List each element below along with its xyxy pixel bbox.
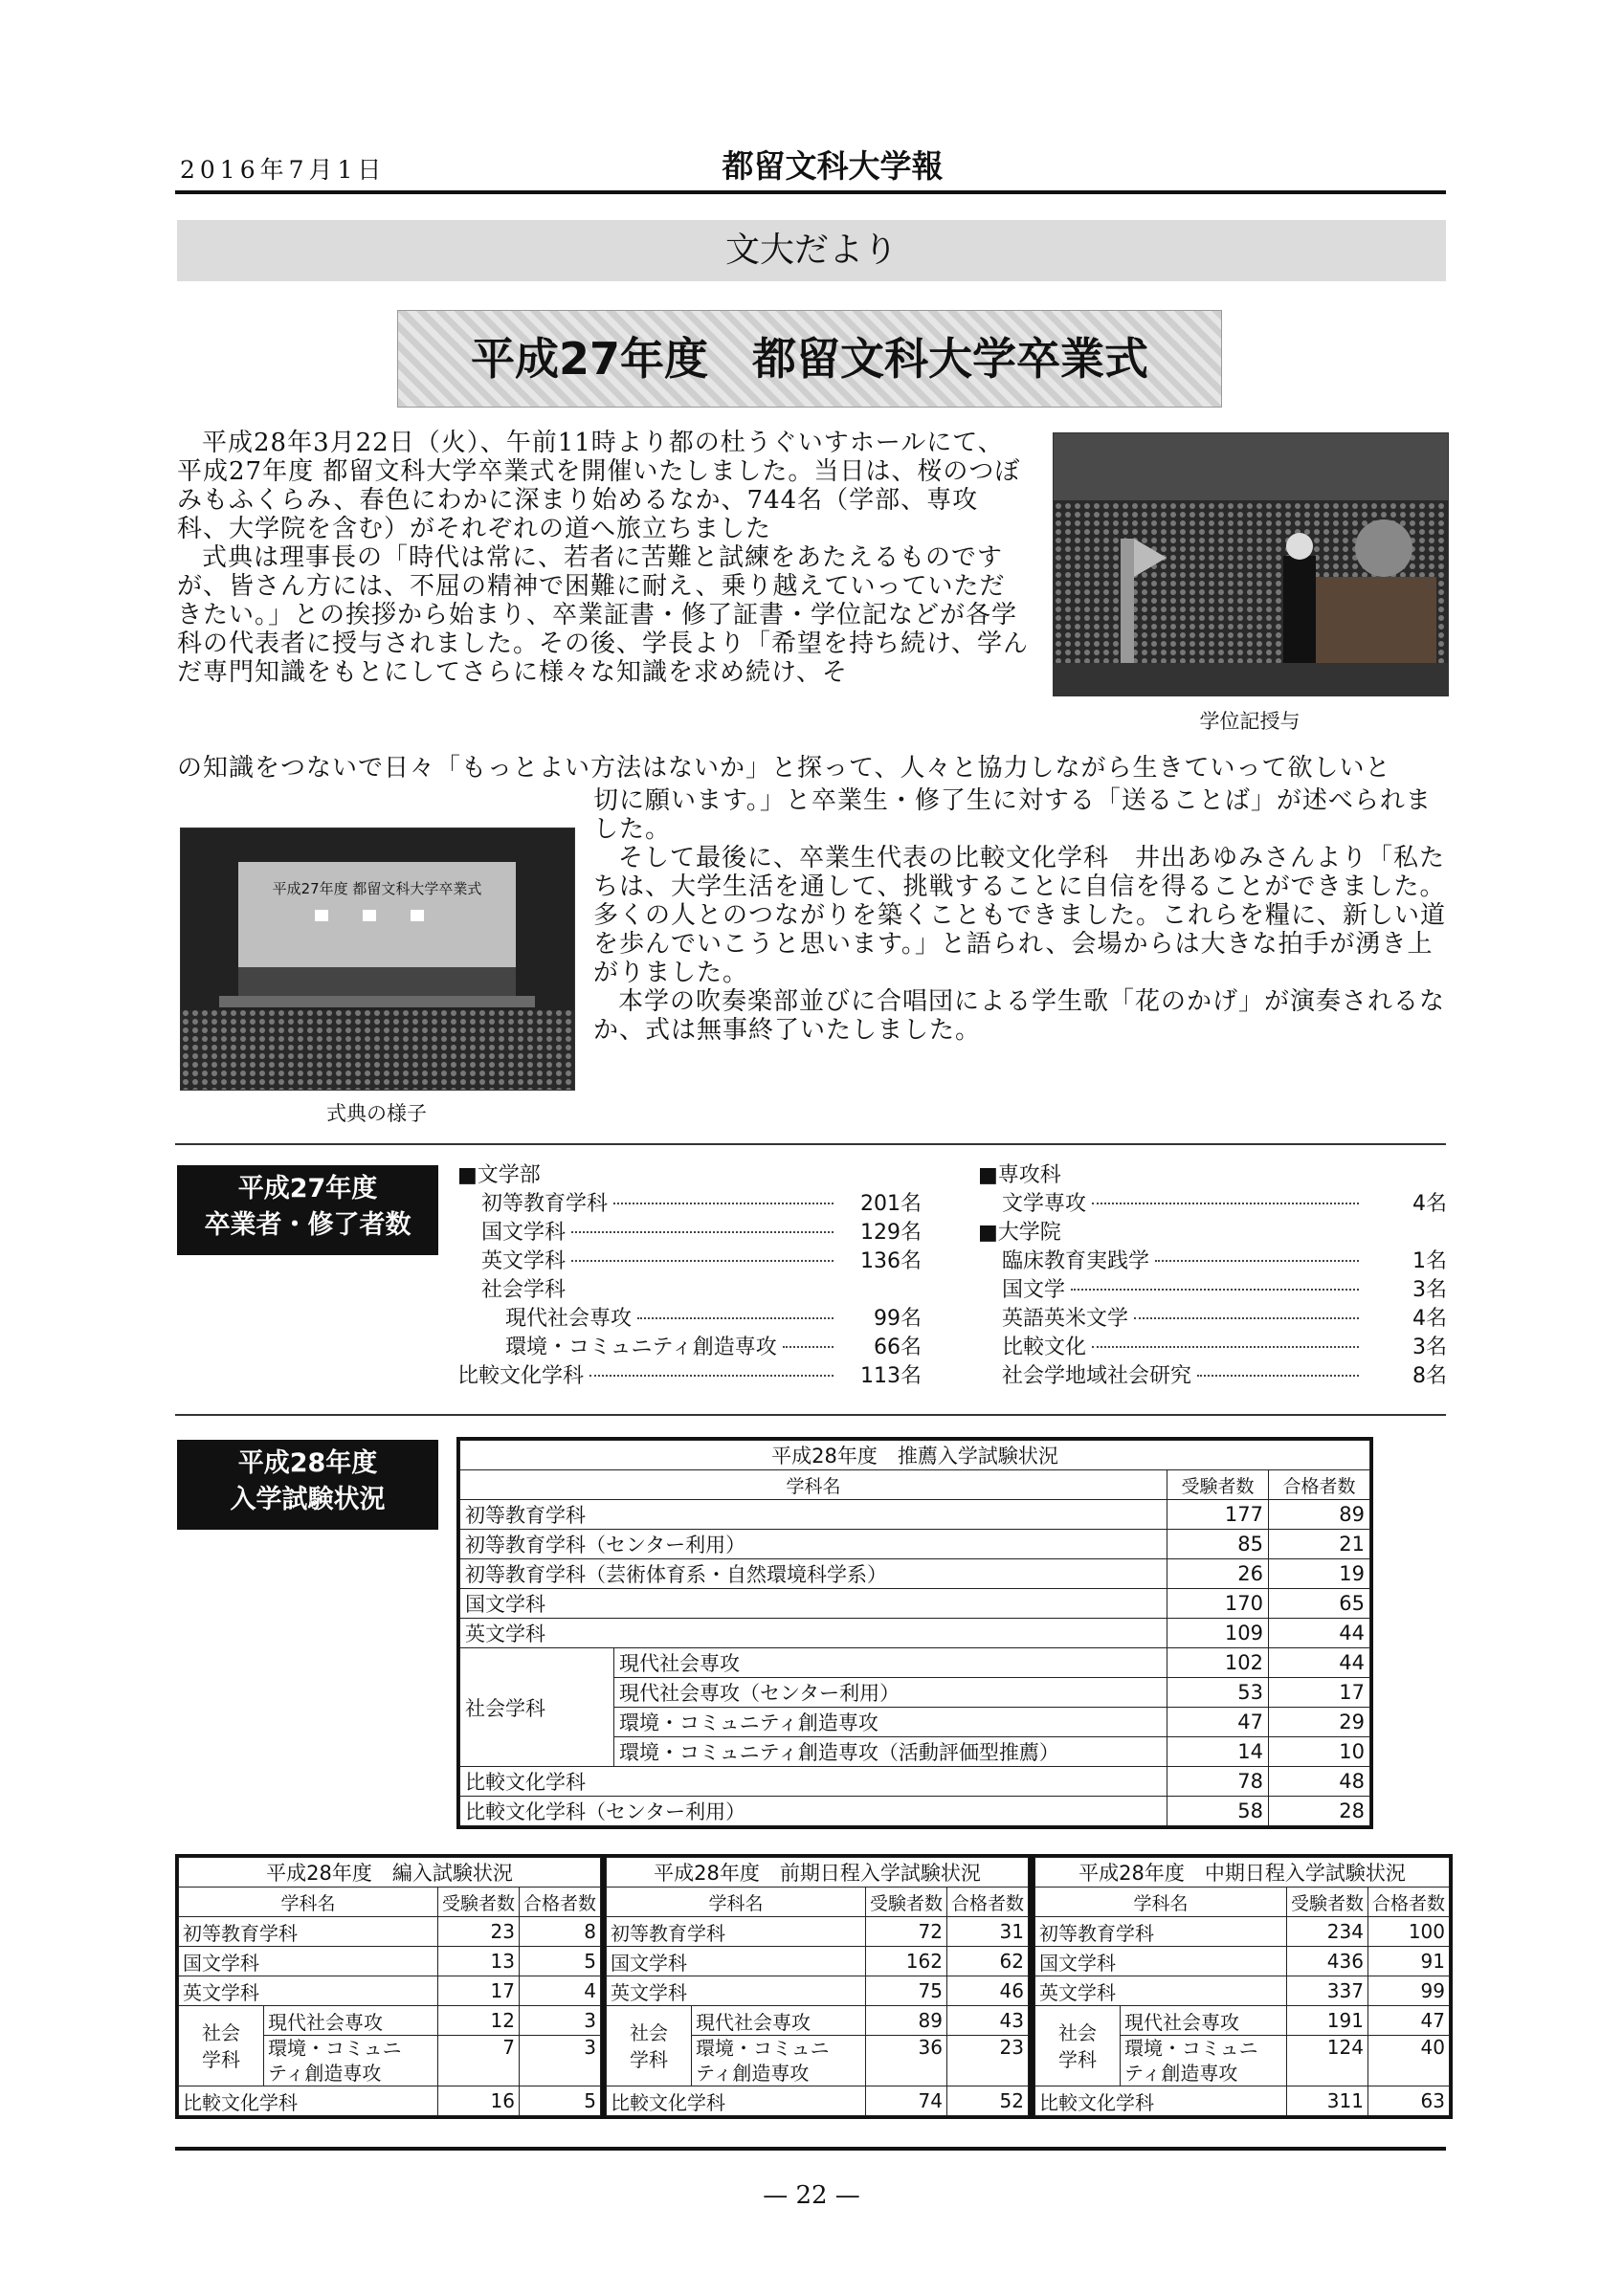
article-paragraph: そして最後に、卒業生代表の比較文化学科 井出あゆみさんより「私たちは、大学生活を通して、挑戦することに自信を得ることができました。多くの人とのつながりを築くこともできました。これらを糧に、新しい道を歩んでいこうと思います。」と語られ、会場からは大きな拍手が湧き上がりました。 bbox=[593, 844, 1447, 987]
graduate-list-item bbox=[457, 1161, 922, 1190]
graduate-count: 3名 bbox=[1412, 1336, 1447, 1359]
dept-name: ■大学院 bbox=[978, 1221, 1061, 1245]
leader-dots bbox=[613, 1203, 834, 1204]
graduates-label bbox=[177, 1165, 438, 1255]
graduate-list-item bbox=[978, 1334, 1447, 1362]
table-row: 比較文化学科 16 5 bbox=[179, 2086, 601, 2116]
graduate-count: 136名 bbox=[860, 1249, 922, 1273]
table-row: 初等教育学科 23 8 bbox=[179, 1917, 601, 1947]
article-paragraph: 平成28年3月22日（火）、午前11時より都の杜うぐいすホールにて、平成27年度 都留文科大学卒業式を開催いたしました。当日は、桜のつぼみもふくらみ、春色にわかに深まり始めるなか、744名（学部、専攻科、大学院を含む）がそれぞれの道へ旅立ちました bbox=[177, 429, 1021, 543]
dept-name: 文学専攻 bbox=[1002, 1192, 1087, 1216]
leader-dots bbox=[1197, 1375, 1359, 1377]
chuki-table bbox=[1032, 1854, 1453, 2119]
leader-dots bbox=[1071, 1289, 1359, 1291]
graduate-list-item bbox=[457, 1190, 922, 1219]
graduate-list-item bbox=[978, 1219, 1447, 1247]
diploma-photo bbox=[1053, 432, 1449, 696]
table-row: 環境・コミュニ ティ創造専攻 36 23 bbox=[607, 2036, 1029, 2086]
exam-label-line: 平成28年度 bbox=[237, 1448, 378, 1478]
dept-name: 比較文化学科 bbox=[457, 1364, 585, 1388]
column-header: 合格者数 bbox=[946, 1888, 1028, 1917]
table-row: 国文学科 170 65 bbox=[460, 1589, 1370, 1619]
graduate-list-item bbox=[978, 1247, 1447, 1276]
dept-name: ■文学部 bbox=[457, 1163, 541, 1187]
table-row: 国文学科 436 91 bbox=[1035, 1947, 1450, 1976]
zenki-table bbox=[603, 1854, 1032, 2119]
issue-date: 2016年7月1日 bbox=[180, 156, 387, 184]
graduate-count: 3名 bbox=[1412, 1278, 1447, 1302]
graduate-count: 4名 bbox=[1412, 1307, 1447, 1331]
dept-name: 社会学地域社会研究 bbox=[1002, 1364, 1192, 1388]
exam-label bbox=[177, 1440, 438, 1530]
leader-dots bbox=[783, 1346, 834, 1348]
article-full-line: の知識をつないで日々「もっとよい方法はないか」と探って、人々と協力しながら生きていって欲しいと bbox=[177, 754, 1391, 783]
dept-name: 国文学 bbox=[1002, 1278, 1066, 1302]
dept-name: 環境・コミュニティ創造専攻 bbox=[505, 1336, 777, 1359]
group-cell: 社会 学科 bbox=[607, 2006, 692, 2086]
column-header: 合格者数 bbox=[1367, 1888, 1449, 1917]
table-row: 英文学科 337 99 bbox=[1035, 1976, 1450, 2006]
column-header: 受験者数 bbox=[1167, 1470, 1269, 1500]
section-divider bbox=[175, 1143, 1446, 1145]
graduate-list-item bbox=[457, 1247, 922, 1276]
column-header: 受験者数 bbox=[1286, 1888, 1367, 1917]
table-row: 比較文化学科 74 52 bbox=[607, 2086, 1029, 2116]
table-row: 初等教育学科 72 31 bbox=[607, 1917, 1029, 1947]
table-row: 環境・コミュニ ティ創造専攻 124 40 bbox=[1035, 2036, 1450, 2086]
table-title: 平成28年度 前期日程入学試験状況 bbox=[607, 1858, 1029, 1888]
stage-banner: 平成27年度 都留文科大学卒業式 bbox=[272, 880, 482, 897]
dept-name: 臨床教育実践学 bbox=[1002, 1249, 1150, 1273]
graduate-count: 66名 bbox=[874, 1336, 922, 1359]
dept-name: 英語英米文学 bbox=[1002, 1307, 1129, 1331]
table-row: 英文学科 109 44 bbox=[460, 1619, 1370, 1648]
graduate-list-item bbox=[457, 1305, 922, 1334]
table-title: 平成28年度 編入試験状況 bbox=[179, 1858, 601, 1888]
footer-rule bbox=[175, 2147, 1446, 2151]
article-body-bottom bbox=[593, 786, 1447, 1131]
graduate-list-item bbox=[978, 1190, 1447, 1219]
table-row: 英文学科 75 46 bbox=[607, 1976, 1029, 2006]
article-paragraph: 本学の吹奏楽部並びに合唱団による学生歌「花のかげ」が演奏されるなか、式は無事終了いたしました。 bbox=[593, 987, 1446, 1045]
article-paragraph: 切に願います。」と卒業生・修了生に対する「送ることば」が述べられました。 bbox=[593, 786, 1432, 844]
dept-name: 比較文化 bbox=[1002, 1336, 1087, 1359]
graduate-list-item bbox=[978, 1276, 1447, 1305]
table-row: 比較文化学科 311 63 bbox=[1035, 2086, 1450, 2116]
exam-label-line: 入学試験状況 bbox=[230, 1485, 386, 1514]
dept-name: 現代社会専攻 bbox=[505, 1307, 633, 1331]
table-row: 社会 学科 現代社会専攻 89 43 bbox=[607, 2006, 1029, 2036]
table-row: 初等教育学科 177 89 bbox=[460, 1500, 1370, 1530]
table-row: 国文学科 162 62 bbox=[607, 1947, 1029, 1976]
table-row: 国文学科 13 5 bbox=[179, 1947, 601, 1976]
graduate-list-item bbox=[457, 1334, 922, 1362]
graduate-count: 99名 bbox=[874, 1307, 922, 1331]
leader-dots bbox=[1155, 1260, 1359, 1262]
graduate-list-item bbox=[457, 1276, 922, 1305]
leader-dots bbox=[1092, 1203, 1359, 1204]
table-row: 環境・コミュニティ創造専攻 47 29 bbox=[460, 1708, 1370, 1737]
graduates-list-left bbox=[457, 1161, 922, 1391]
column-header: 合格者数 bbox=[519, 1888, 600, 1917]
dept-name: 国文学科 bbox=[481, 1221, 567, 1245]
column-header: 受験者数 bbox=[865, 1888, 946, 1917]
table-row: 比較文化学科（センター利用） 58 28 bbox=[460, 1797, 1370, 1826]
graduates-label-line: 卒業者・修了者数 bbox=[204, 1210, 411, 1240]
photo-caption: 学位記授与 bbox=[1199, 710, 1301, 733]
graduates-label-line: 平成27年度 bbox=[237, 1174, 378, 1203]
header-rule bbox=[175, 190, 1446, 194]
article-headline: 平成27年度 都留文科大学卒業式 bbox=[397, 310, 1222, 408]
hennyu-table bbox=[175, 1854, 604, 2119]
column-header: 受験者数 bbox=[437, 1888, 519, 1917]
suisen-table bbox=[456, 1437, 1373, 1829]
graduate-list-item bbox=[978, 1161, 1447, 1190]
table-row: 環境・コミュニティ創造専攻（活動評価型推薦） 14 10 bbox=[460, 1737, 1370, 1767]
graduate-count: 8名 bbox=[1412, 1364, 1447, 1388]
section-title: 文大だより bbox=[177, 220, 1446, 281]
photo-caption: 式典の様子 bbox=[326, 1102, 427, 1125]
group-cell: 社会学科 bbox=[460, 1648, 614, 1767]
column-header: 学科名 bbox=[179, 1888, 438, 1917]
table-row: 初等教育学科（センター利用） 85 21 bbox=[460, 1530, 1370, 1559]
table-row: 初等教育学科（芸術体育系・自然環境科学系） 26 19 bbox=[460, 1559, 1370, 1589]
graduate-list-item bbox=[978, 1305, 1447, 1334]
group-cell: 社会 学科 bbox=[1035, 2006, 1121, 2086]
graduate-list-item bbox=[457, 1362, 922, 1391]
graduate-count: 201名 bbox=[860, 1192, 922, 1216]
group-cell: 社会 学科 bbox=[179, 2006, 264, 2086]
table-title: 平成28年度 推薦入学試験状況 bbox=[460, 1441, 1370, 1470]
table-row: 現代社会専攻（センター利用） 53 17 bbox=[460, 1678, 1370, 1708]
column-header: 学科名 bbox=[460, 1470, 1167, 1500]
graduate-list-item bbox=[457, 1219, 922, 1247]
leader-dots bbox=[589, 1375, 834, 1377]
table-row: 比較文化学科 78 48 bbox=[460, 1767, 1370, 1797]
newspaper-title: 都留文科大学報 bbox=[722, 147, 944, 185]
table-title: 平成28年度 中期日程入学試験状況 bbox=[1035, 1858, 1450, 1888]
column-header: 学科名 bbox=[1035, 1888, 1287, 1917]
dept-name: ■専攻科 bbox=[978, 1163, 1061, 1187]
table-row: 環境・コミュニ ティ創造専攻 7 3 bbox=[179, 2036, 601, 2086]
leader-dots bbox=[571, 1260, 834, 1262]
column-header: 合格者数 bbox=[1269, 1470, 1370, 1500]
dept-name: 初等教育学科 bbox=[481, 1192, 609, 1216]
leader-dots bbox=[1134, 1317, 1359, 1319]
leader-dots bbox=[571, 1231, 834, 1233]
section-divider bbox=[175, 1414, 1446, 1416]
ceremony-photo bbox=[180, 828, 575, 1091]
graduates-list-right bbox=[978, 1161, 1447, 1391]
dept-name: 社会学科 bbox=[481, 1278, 567, 1302]
graduate-count: 1名 bbox=[1412, 1249, 1447, 1273]
article-paragraph: 式典は理事長の「時代は常に、若者に苦難と試練をあたえるものですが、皆さん方には、不屈の精神で困難に耐え、乗り越えていっていただきたい。」との挨拶から始まり、卒業証書・修了証書・学位記などが各学科の代表者に授与されました。その後、学長より「希望を持ち続け、学んだ専門知識をもとにしてさらに様々な知識を求め続け、そ bbox=[177, 543, 1029, 687]
table-row: 英文学科 17 4 bbox=[179, 1976, 601, 2006]
graduate-list-item bbox=[978, 1362, 1447, 1391]
article-body-top bbox=[177, 429, 1029, 754]
leader-dots bbox=[637, 1317, 834, 1319]
table-row: 社会 学科 現代社会専攻 12 3 bbox=[179, 2006, 601, 2036]
dept-name: 英文学科 bbox=[481, 1249, 567, 1273]
leader-dots bbox=[1092, 1346, 1359, 1348]
table-row: 初等教育学科 234 100 bbox=[1035, 1917, 1450, 1947]
graduate-count: 129名 bbox=[860, 1221, 922, 1245]
graduate-count: 113名 bbox=[860, 1364, 922, 1388]
page-number: — 22 — bbox=[763, 2181, 860, 2210]
graduate-count: 4名 bbox=[1412, 1192, 1447, 1216]
table-row: 社会 学科 現代社会専攻 191 47 bbox=[1035, 2006, 1450, 2036]
table-row: 社会学科 現代社会専攻 102 44 bbox=[460, 1648, 1370, 1678]
column-header: 学科名 bbox=[607, 1888, 866, 1917]
